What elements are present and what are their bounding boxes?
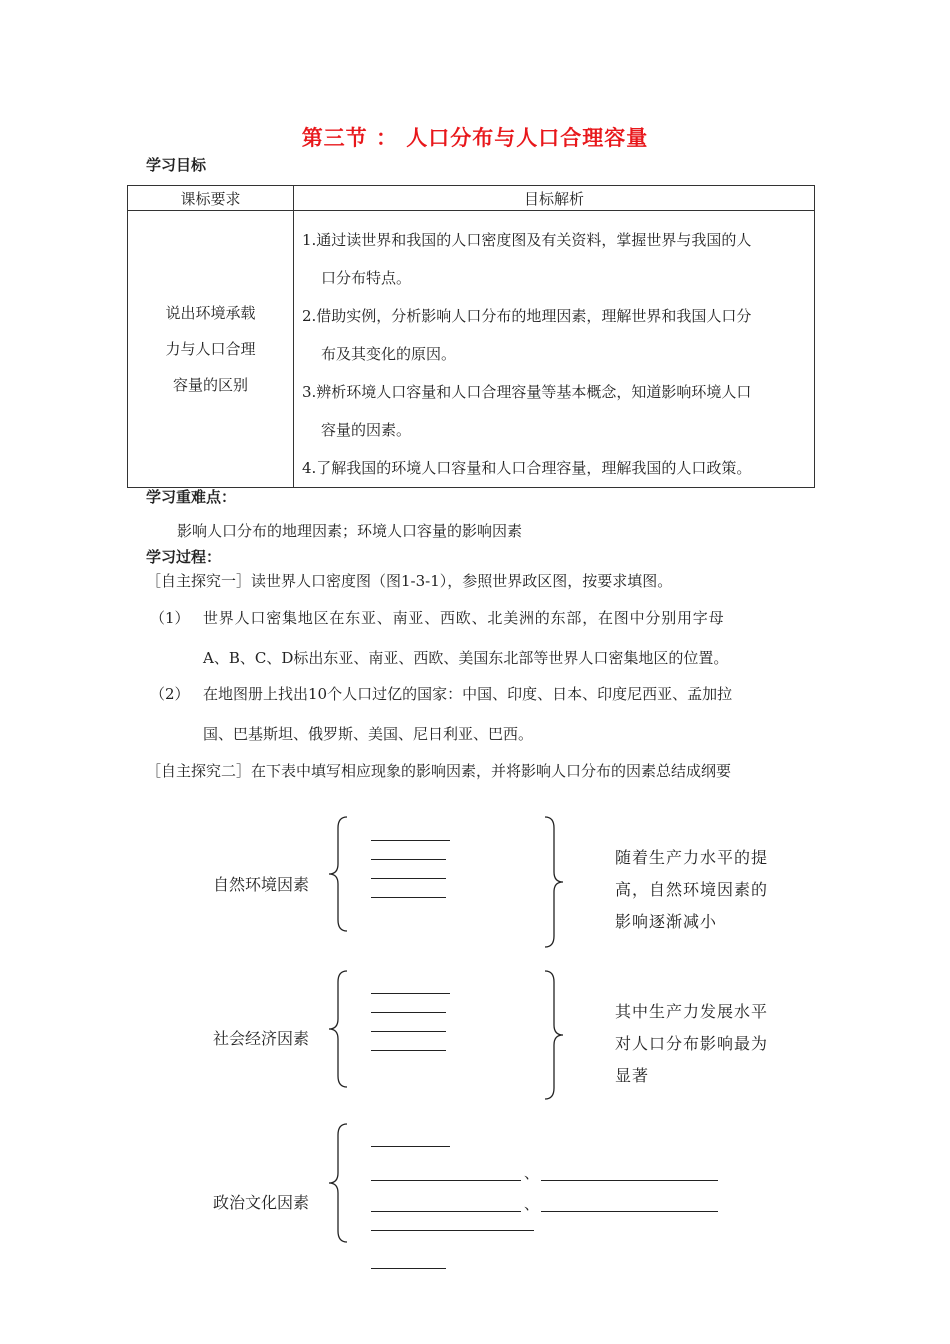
fill-blank[interactable] bbox=[541, 1180, 718, 1181]
fill-blank[interactable] bbox=[371, 1230, 534, 1231]
objectives-table bbox=[127, 185, 815, 488]
note-line: 显著 bbox=[615, 1066, 650, 1085]
fill-blank[interactable] bbox=[541, 1211, 718, 1212]
question-text: 国、巴基斯坦、俄罗斯、美国、尼日利亚、巴西。 bbox=[203, 725, 534, 743]
table-header-analysis: 目标解析 bbox=[294, 186, 815, 211]
fill-blank[interactable] bbox=[371, 1211, 521, 1212]
fill-blank[interactable] bbox=[371, 840, 450, 841]
question-text: A、B、C、D标出东亚、南亚、西欧、美国东北部等世界人口密集地区的位置。 bbox=[203, 649, 729, 667]
note-line: 对人口分布影响最为 bbox=[615, 1034, 769, 1053]
explore1-intro: ［自主探究一］读世界人口密度图（图1-3-1），参照世界政区图，按要求填图。 bbox=[146, 572, 673, 590]
requirement-cell bbox=[128, 211, 294, 488]
requirement-line: 力与人口合理 bbox=[165, 340, 256, 358]
fill-blank[interactable] bbox=[371, 878, 446, 879]
factor-label: 社会经济因素 bbox=[213, 1029, 310, 1048]
key-points-text: 影响人口分布的地理因素；环境人口容量的影响因素 bbox=[177, 522, 523, 540]
right-brace bbox=[543, 816, 565, 948]
question-number: （1） bbox=[150, 609, 190, 627]
right-brace bbox=[543, 970, 565, 1100]
fill-blank[interactable] bbox=[371, 993, 450, 994]
process-heading: 学习过程： bbox=[146, 548, 222, 566]
fill-blank[interactable] bbox=[371, 859, 446, 860]
left-brace bbox=[327, 1123, 349, 1243]
goal-item: 4.了解我国的环境人口容量和人口合理容量，理解我国的人口政策。 bbox=[302, 459, 752, 477]
fill-blank[interactable] bbox=[371, 1146, 450, 1147]
fill-blank[interactable] bbox=[371, 1050, 446, 1051]
explore2-intro: ［自主探究二］在下表中填写相应现象的影响因素，并将影响人口分布的因素总结成纲要 bbox=[146, 762, 732, 780]
note-line: 高，自然环境因素的 bbox=[615, 880, 769, 899]
fill-blank[interactable] bbox=[371, 897, 446, 898]
goal-item-cont: 容量的因素。 bbox=[321, 421, 412, 439]
page-title: 第三节 ： 人口分布与人口合理容量 bbox=[301, 126, 649, 150]
goal-item: 1.通过读世界和我国的人口密度图及有关资料，掌握世界与我国的人 bbox=[302, 231, 752, 249]
note-line: 随着生产力水平的提 bbox=[615, 848, 769, 867]
separator-mark: 、 bbox=[524, 1164, 540, 1182]
factor-note bbox=[615, 842, 785, 938]
requirement-line: 说出环境承载 bbox=[165, 304, 256, 322]
goal-item-cont: 布及其变化的原因。 bbox=[321, 345, 457, 363]
note-line: 影响逐渐减小 bbox=[615, 912, 718, 931]
goal-item: 2.借助实例，分析影响人口分布的地理因素，理解世界和我国人口分 bbox=[302, 307, 752, 325]
key-points-heading: 学习重难点： bbox=[146, 488, 237, 506]
left-brace bbox=[327, 816, 349, 932]
question-text: 世界人口密集地区在东亚、南亚、西欧、北美洲的东部，在图中分别用字母 bbox=[203, 609, 725, 627]
objectives-heading: 学习目标 bbox=[146, 156, 207, 174]
goals-cell bbox=[294, 211, 815, 488]
question-text: 在地图册上找出10个人口过亿的国家：中国、印度、日本、印度尼西亚、孟加拉 bbox=[203, 685, 733, 703]
question-number: （2） bbox=[150, 685, 190, 703]
left-brace bbox=[327, 970, 349, 1088]
factor-label: 政治文化因素 bbox=[213, 1193, 310, 1212]
table-header-requirement: 课标要求 bbox=[128, 186, 294, 211]
goal-item-cont: 口分布特点。 bbox=[321, 269, 412, 287]
fill-blank[interactable] bbox=[371, 1012, 446, 1013]
fill-blank[interactable] bbox=[371, 1031, 446, 1032]
fill-blank[interactable] bbox=[371, 1180, 521, 1181]
note-line: 其中生产力发展水平 bbox=[615, 1002, 769, 1021]
factor-label: 自然环境因素 bbox=[213, 875, 310, 894]
goal-item: 3.辨析环境人口容量和人口合理容量等基本概念，知道影响环境人口 bbox=[302, 383, 752, 401]
fill-blank[interactable] bbox=[371, 1268, 446, 1269]
factor-note bbox=[615, 996, 785, 1092]
separator-mark: 、 bbox=[524, 1195, 540, 1213]
requirement-line: 容量的区别 bbox=[172, 376, 248, 394]
